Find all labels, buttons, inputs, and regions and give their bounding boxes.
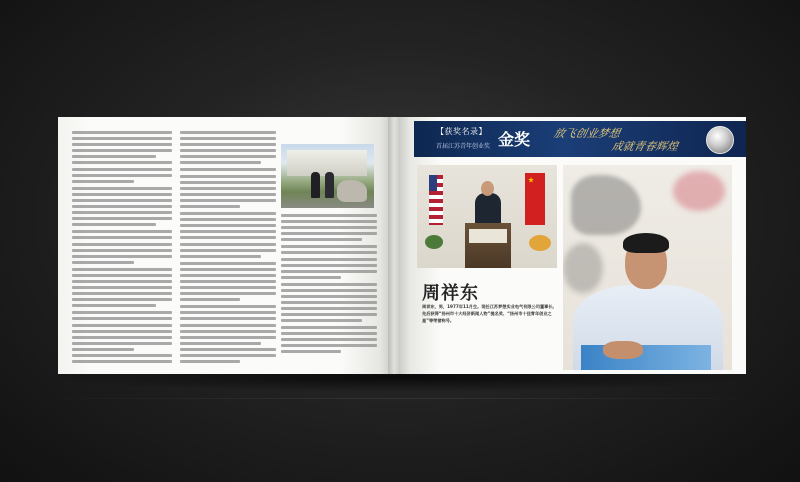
left-page-column-3: [281, 214, 377, 356]
text-line: [180, 243, 276, 246]
text-line: [180, 212, 276, 215]
text-line: [180, 292, 276, 295]
text-line: [180, 249, 276, 252]
plant-arrangement: [425, 235, 443, 249]
text-line: [72, 217, 172, 220]
portrait-hand: [603, 341, 643, 359]
award-medal-icon: [706, 126, 734, 154]
person-figure: [311, 172, 320, 198]
text-line: [72, 137, 172, 140]
text-line: [72, 249, 172, 252]
text-line: [281, 289, 377, 292]
text-line: [281, 270, 377, 273]
right-page: [400, 117, 746, 374]
speaker-head: [481, 181, 494, 196]
ink-painting-mark: [563, 243, 603, 293]
text-line: [180, 155, 276, 158]
text-line: [281, 301, 377, 304]
text-line: [180, 143, 276, 146]
text-line: [180, 348, 276, 351]
text-line: [72, 143, 172, 146]
text-line: [72, 168, 172, 171]
banner-title: 金奖: [498, 130, 531, 149]
text-line: [281, 258, 377, 261]
text-line: [72, 211, 172, 214]
text-line: [180, 168, 276, 171]
left-page-column-2: [180, 131, 276, 366]
text-line: [72, 131, 172, 134]
text-line: [281, 245, 377, 248]
lectern-sign: [469, 229, 507, 243]
text-line: [180, 342, 261, 345]
text-line: [281, 326, 377, 329]
text-line: [72, 255, 172, 258]
text-line: [72, 286, 172, 289]
text-line: [180, 131, 276, 134]
text-line: [180, 137, 276, 140]
text-line: [180, 324, 276, 327]
text-line: [72, 298, 172, 301]
text-line: [180, 218, 276, 221]
text-line: [72, 311, 172, 314]
text-line: [281, 232, 377, 235]
portrait-hair: [623, 233, 669, 253]
text-line: [281, 264, 377, 267]
text-line: [281, 283, 377, 286]
text-line: [281, 238, 362, 241]
text-line: [180, 317, 276, 320]
text-line: [180, 161, 261, 164]
text-line: [72, 261, 134, 264]
text-line: [72, 342, 172, 345]
text-line: [180, 262, 276, 265]
flower-arrangement: [529, 235, 551, 251]
text-line: [281, 295, 377, 298]
text-line: [72, 268, 172, 271]
text-line: [180, 268, 276, 271]
text-line: [180, 354, 276, 357]
banner-slogan-line1: 放飞创业梦想: [552, 127, 622, 140]
banner-subtitle: 首届江苏青年创业奖: [436, 143, 491, 150]
text-line: [180, 199, 276, 202]
text-line: [72, 304, 156, 307]
text-line: [281, 307, 377, 310]
text-line: [180, 336, 276, 339]
rock-shape: [337, 180, 367, 202]
text-line: [72, 317, 172, 320]
text-line: [72, 348, 134, 351]
text-line: [180, 175, 276, 178]
campus-photo: [281, 144, 374, 208]
banner-label: 【获奖名录】: [436, 127, 487, 136]
text-line: [72, 187, 172, 190]
text-line: [180, 286, 276, 289]
text-line: [72, 161, 172, 164]
profile-bio: 周祥东，男，1977年11月生。现任江苏梦想实业电气有限公司董事长。先后获得“扬州市十大经济新闻人物”提名奖、“扬州市十佳青年创业之星”等荣誉称号。: [422, 304, 557, 323]
text-line: [180, 230, 276, 233]
ink-painting-mark: [571, 175, 641, 235]
text-line: [72, 274, 172, 277]
china-flag-icon: [525, 173, 545, 225]
profile-name: 周祥东: [422, 283, 479, 304]
text-line: [72, 193, 172, 196]
portrait-folder: [581, 345, 711, 370]
floor-horizon: [0, 398, 800, 399]
text-line: [72, 205, 172, 208]
text-line: [281, 338, 377, 341]
text-line: [281, 313, 377, 316]
text-line: [180, 181, 276, 184]
text-line: [281, 344, 377, 347]
text-line: [72, 199, 172, 202]
banner-slogan-line2: 成就青春辉煌: [610, 140, 680, 153]
ink-painting-mark: [673, 171, 725, 211]
text-line: [281, 220, 377, 223]
text-line: [72, 236, 172, 239]
text-line: [281, 214, 377, 217]
text-line: [281, 350, 341, 353]
text-line: [72, 149, 172, 152]
us-flag-icon: [429, 175, 443, 225]
text-line: [180, 205, 240, 208]
left-page-column-1: [72, 131, 172, 366]
award-banner: [414, 121, 746, 157]
portrait-photo: [563, 165, 732, 370]
text-line: [72, 223, 156, 226]
text-line: [180, 305, 276, 308]
left-page: [58, 117, 390, 374]
text-line: [72, 324, 172, 327]
text-line: [180, 193, 276, 196]
text-line: [180, 330, 276, 333]
text-line: [180, 360, 240, 363]
podium-photo: [417, 165, 557, 268]
text-line: [281, 226, 377, 229]
text-line: [72, 180, 134, 183]
text-line: [72, 354, 172, 357]
text-line: [281, 319, 362, 322]
text-line: [72, 243, 172, 246]
text-line: [180, 311, 276, 314]
text-line: [180, 149, 276, 152]
text-line: [72, 155, 156, 158]
text-line: [180, 280, 276, 283]
text-line: [281, 276, 341, 279]
text-line: [180, 187, 276, 190]
text-line: [72, 280, 172, 283]
text-line: [72, 230, 172, 233]
text-line: [72, 330, 172, 333]
text-line: [72, 360, 172, 363]
text-line: [180, 236, 276, 239]
text-line: [180, 224, 276, 227]
text-line: [180, 298, 240, 301]
text-line: [281, 251, 377, 254]
text-line: [72, 174, 172, 177]
text-line: [180, 274, 276, 277]
text-line: [72, 292, 172, 295]
text-line: [281, 332, 377, 335]
person-figure: [325, 172, 334, 198]
text-line: [72, 336, 172, 339]
text-line: [180, 255, 261, 258]
